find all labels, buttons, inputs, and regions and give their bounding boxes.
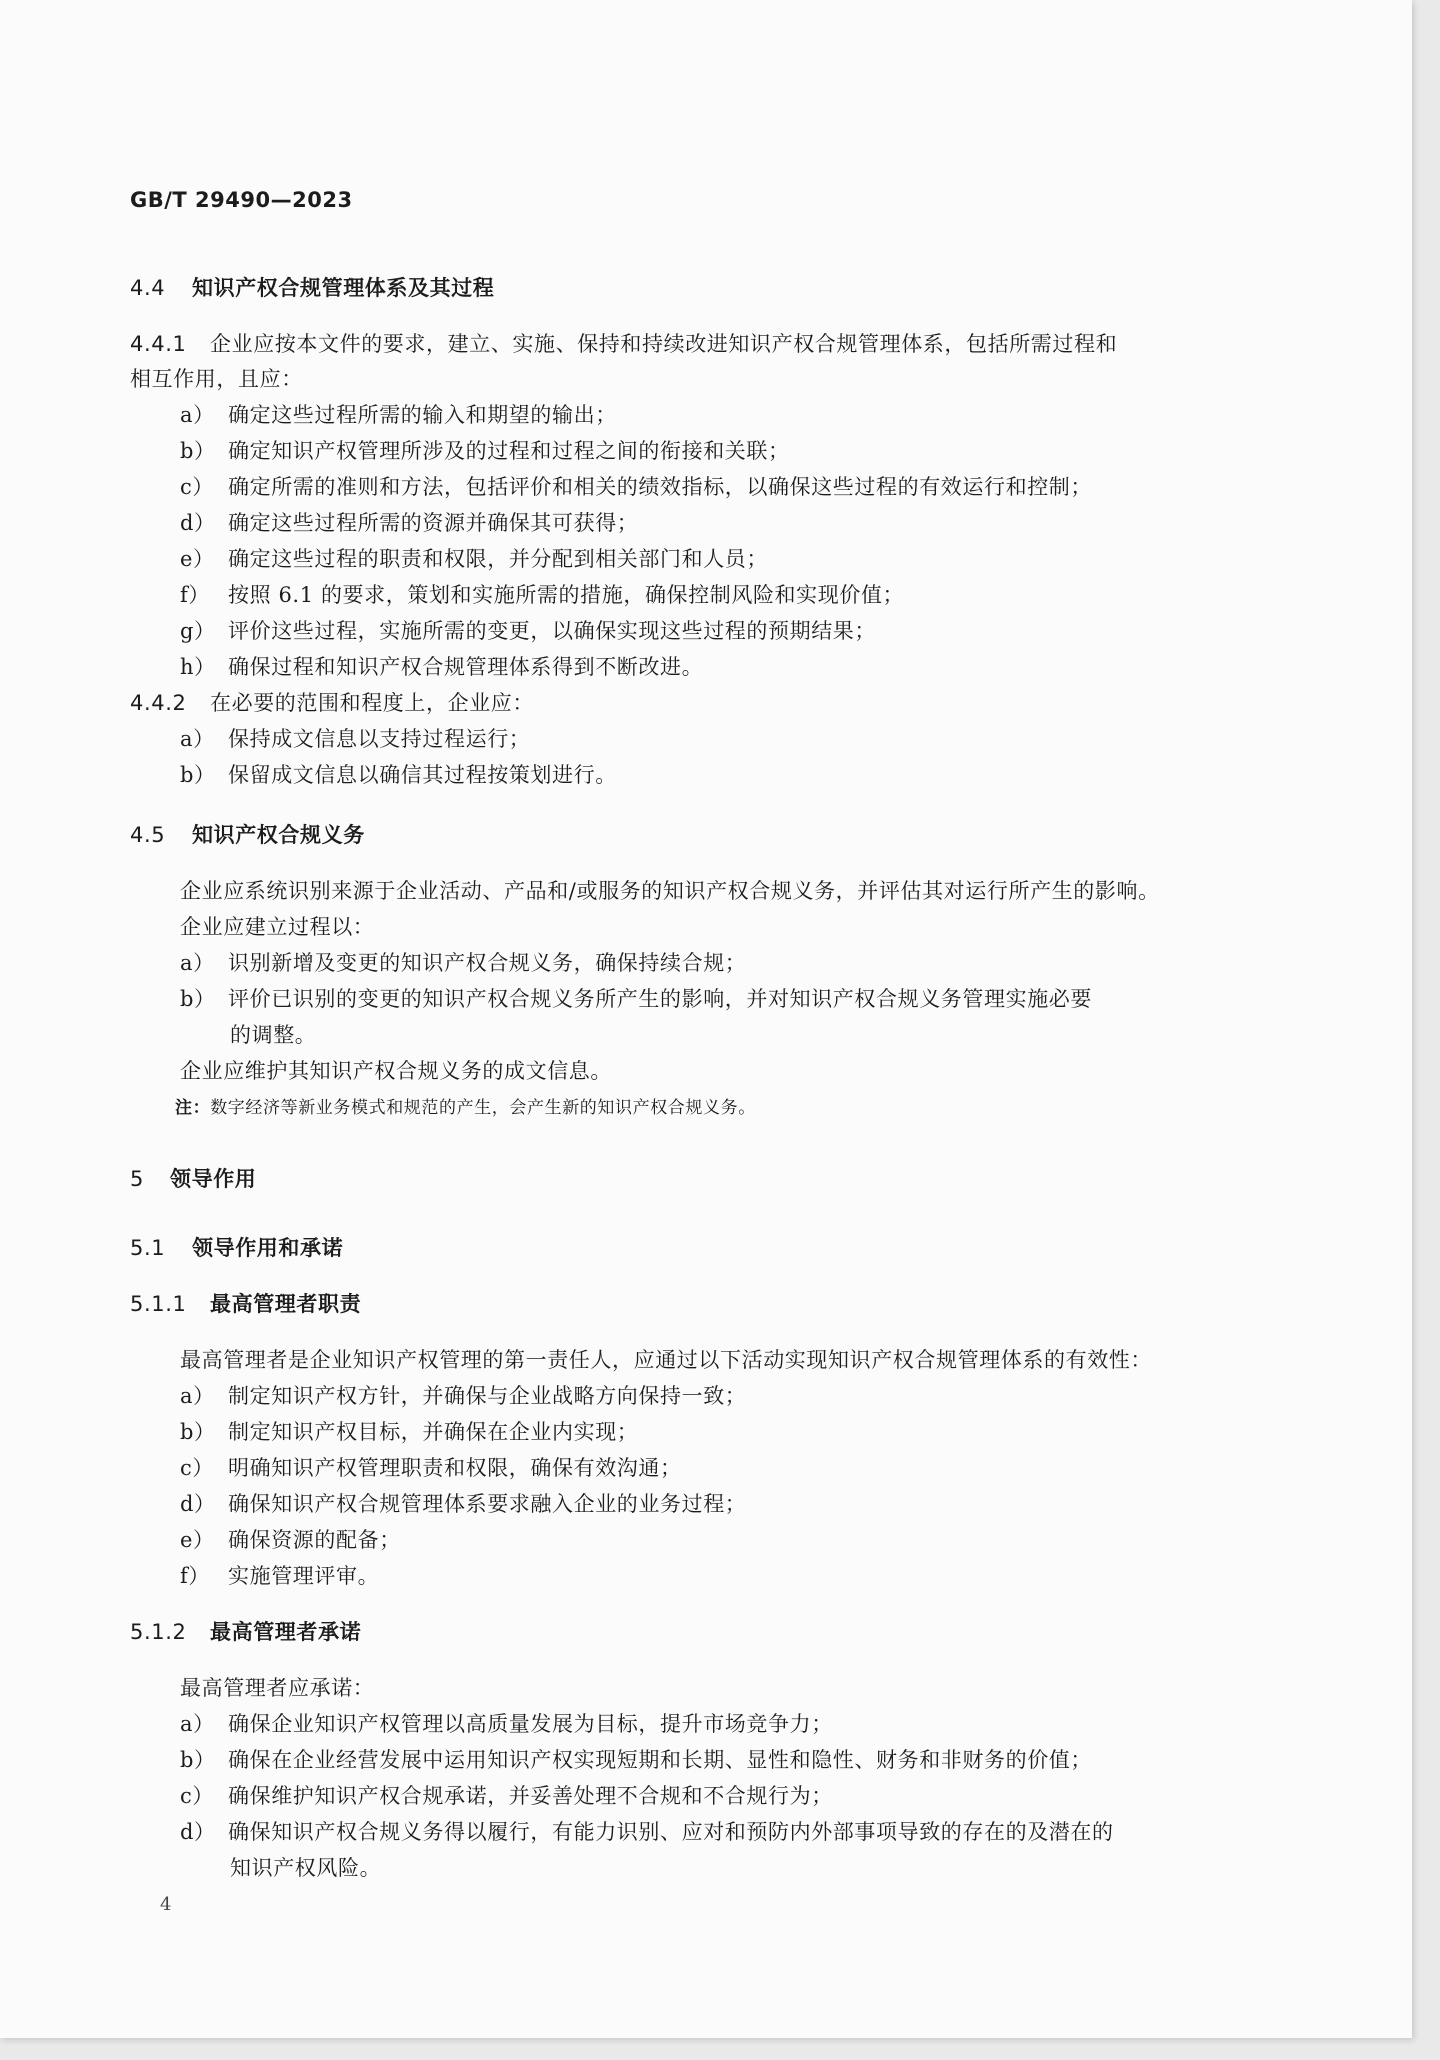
- heading-5-1-1: 5.1.1 最高管理者职责: [130, 1292, 362, 1316]
- paragraph: 最高管理者是企业知识产权管理的第一责任人，应通过以下活动实现知识产权合规管理体系的有效性：: [180, 1348, 1152, 1372]
- clause-4-4-2: 4.4.2 在必要的范围和程度上，企业应：: [130, 691, 534, 715]
- list-item: b） 制定知识产权目标，并确保在企业内实现；: [180, 1420, 639, 1444]
- list-item-cont: 知识产权风险。: [230, 1856, 382, 1880]
- list-item: a） 保持成文信息以支持过程运行；: [180, 727, 531, 751]
- clause-4-4-1: 4.4.1 企业应按本文件的要求，建立、实施、保持和持续改进知识产权合规管理体系，包括所需过程和: [130, 332, 1118, 356]
- list-item: b） 保留成文信息以确信其过程按策划进行。: [180, 763, 617, 787]
- heading-5-1: 5.1 领导作用和承诺: [130, 1236, 344, 1260]
- list-item: e） 确定这些过程的职责和权限，并分配到相关部门和人员；: [180, 547, 768, 571]
- clause-4-4-1-cont: 相互作用，且应：: [130, 367, 303, 391]
- list-item: e） 确保资源的配备；: [180, 1528, 401, 1552]
- list-item-cont: 的调整。: [230, 1023, 317, 1047]
- paragraph: 企业应维护其知识产权合规义务的成文信息。: [180, 1059, 612, 1083]
- list-item: a） 确定这些过程所需的输入和期望的输出；: [180, 403, 617, 427]
- list-item: a） 制定知识产权方针，并确保与企业战略方向保持一致；: [180, 1384, 747, 1408]
- heading-5: 5 领导作用: [130, 1167, 257, 1191]
- list-item: d） 确定这些过程所需的资源并确保其可获得；: [180, 511, 639, 535]
- paragraph: 企业应系统识别来源于企业活动、产品和/或服务的知识产权合规义务，并评估其对运行所产生的影响。: [180, 879, 1160, 903]
- list-item: a） 识别新增及变更的知识产权合规义务，确保持续合规；: [180, 951, 747, 975]
- list-item: g） 评价这些过程，实施所需的变更，以确保实现这些过程的预期结果；: [180, 619, 876, 643]
- heading-4-4: 4.4 知识产权合规管理体系及其过程: [130, 276, 495, 300]
- note: 注：数字经济等新业务模式和规范的产生，会产生新的知识产权合规义务。: [175, 1098, 756, 1118]
- paragraph: 企业应建立过程以：: [180, 915, 375, 939]
- heading-4-5: 4.5 知识产权合规义务: [130, 823, 365, 847]
- page-number: 4: [160, 1894, 172, 1915]
- list-item: b） 确保在企业经营发展中运用知识产权实现短期和长期、显性和隐性、财务和非财务的价值；: [180, 1748, 1092, 1772]
- list-item: d） 确保知识产权合规管理体系要求融入企业的业务过程；: [180, 1492, 747, 1516]
- list-item: a） 确保企业知识产权管理以高质量发展为目标，提升市场竞争力；: [180, 1712, 833, 1736]
- list-item: c） 确定所需的准则和方法，包括评价和相关的绩效指标，以确保这些过程的有效运行和控制；: [180, 475, 1092, 499]
- paragraph: 最高管理者应承诺：: [180, 1676, 375, 1700]
- list-item: f） 按照 6.1 的要求，策划和实施所需的措施，确保控制风险和实现价值；: [180, 583, 905, 607]
- list-item: b） 评价已识别的变更的知识产权合规义务所产生的影响，并对知识产权合规义务管理实施必要: [180, 987, 1092, 1011]
- list-item: b） 确定知识产权管理所涉及的过程和过程之间的衔接和关联；: [180, 439, 790, 463]
- heading-5-1-2: 5.1.2 最高管理者承诺: [130, 1620, 362, 1644]
- list-item: d） 确保知识产权合规义务得以履行，有能力识别、应对和预防内外部事项导致的存在的及潜在的: [180, 1820, 1114, 1844]
- list-item: c） 确保维护知识产权合规承诺，并妥善处理不合规和不合规行为；: [180, 1784, 833, 1808]
- standard-code: GB/T 29490—2023: [130, 188, 353, 212]
- list-item: c） 明确知识产权管理职责和权限，确保有效沟通；: [180, 1456, 682, 1480]
- list-item: h） 确保过程和知识产权合规管理体系得到不断改进。: [180, 655, 704, 679]
- list-item: f） 实施管理评审。: [180, 1564, 380, 1588]
